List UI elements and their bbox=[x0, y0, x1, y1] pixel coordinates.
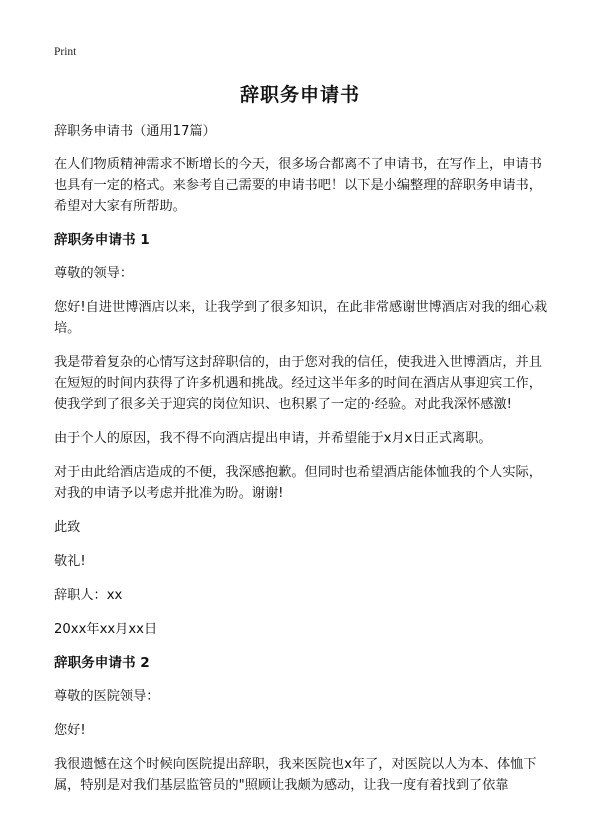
page-title: 辞职务申请书 bbox=[239, 84, 360, 106]
document-body bbox=[54, 121, 552, 809]
print-label: Print bbox=[54, 46, 77, 58]
section-heading-2: 辞职务申请书 2 bbox=[54, 655, 150, 671]
signer-line: 辞职人：xx bbox=[54, 588, 123, 603]
date-line: 20xx年xx月xx日 bbox=[54, 622, 158, 637]
closing-line-2: 敬礼! bbox=[54, 554, 86, 569]
section-heading-1: 辞职务申请书 1 bbox=[54, 232, 150, 248]
paragraph-2-1: 我很遗憾在这个时候向医院提出辞职，我来医院也x年了，对医院以人为本、体恤下属，特别是对我们基层监管员的"照顾让我颇为感动，让我一度有着找到了依靠 bbox=[54, 757, 537, 793]
greeting-1: 尊敬的领导： bbox=[54, 266, 134, 281]
greeting-2: 尊敬的医院领导： bbox=[54, 689, 160, 704]
closing-line-1: 此致 bbox=[54, 520, 81, 535]
document-subtitle: 辞职务申请书（通用17篇） bbox=[54, 124, 216, 139]
paragraph-1-1: 您好!自进世博酒店以来，让我学到了很多知识，在此非常感谢世博酒店对我的细心栽培。 bbox=[54, 300, 548, 336]
paragraph-1-4: 对于由此给酒店造成的不便，我深感抱歉。但同时也希望酒店能体恤我的个人实际，对我的申请予以考虑并批准为盼。谢谢! bbox=[54, 465, 542, 501]
hello-line-2: 您好! bbox=[54, 723, 86, 738]
intro-paragraph: 在人们物质精神需求不断增长的今天，很多场合都离不了申请书，在写作上，申请书也具有一定的格式。来参考自己需要的申请书吧！以下是小编整理的辞职务申请书，希望对大家有所帮助。 bbox=[54, 157, 542, 214]
paragraph-1-2: 我是带着复杂的心情写这封辞职信的，由于您对我的信任，使我进入世博酒店，并且在短短的时间内获得了许多机遇和挑战。经过这半年多的时间在酒店从事迎宾工作，使我学到了很多关于迎宾的岗位知识、也积累了一定的·经验。对此我深怀感激! bbox=[54, 355, 542, 412]
paragraph-1-3: 由于个人的原因，我不得不向酒店提出申请，并希望能于x月x日正式离职。 bbox=[54, 431, 492, 446]
